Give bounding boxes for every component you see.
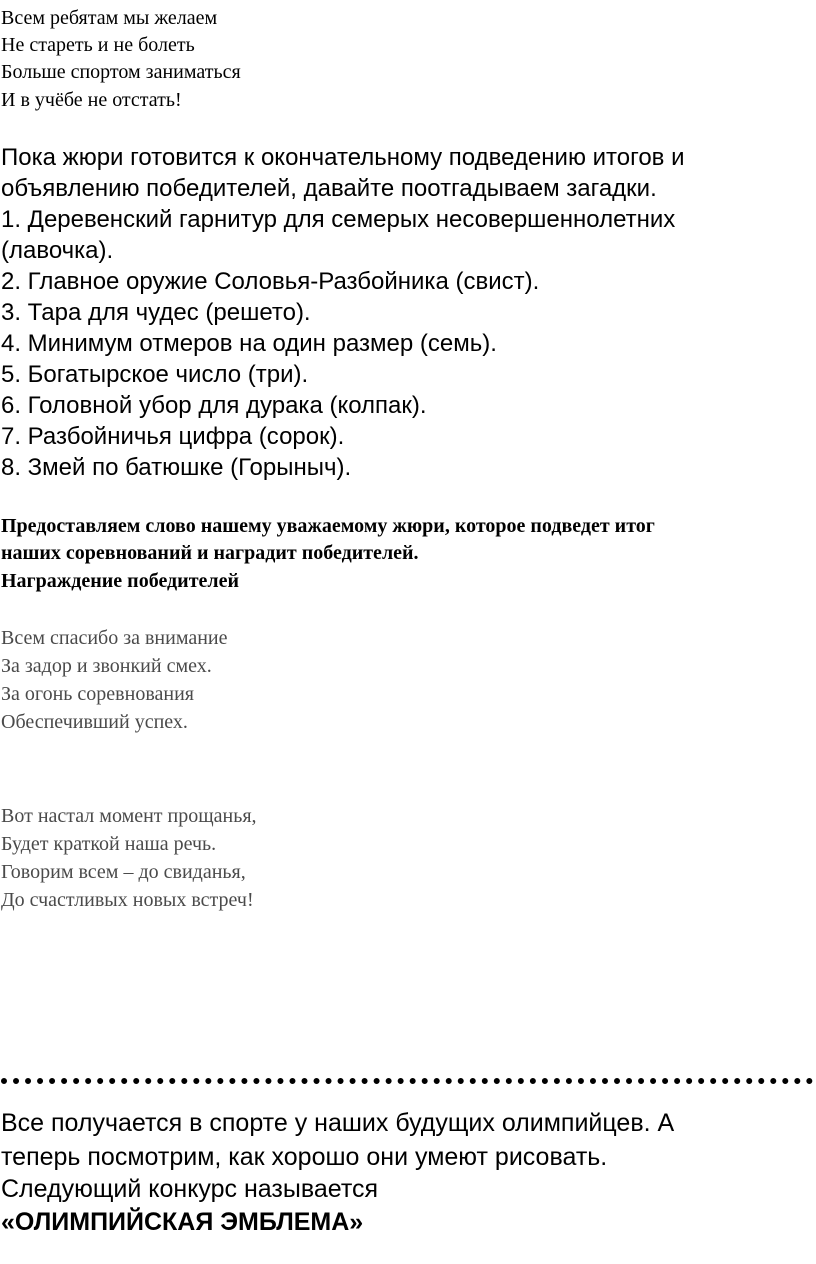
riddle-item: 6. Головной убор для дурака (колпак). bbox=[1, 392, 427, 419]
poem-line: Будет краткой наша речь. bbox=[1, 833, 217, 855]
riddle-item: 4. Минимум отмеров на один размер (семь). bbox=[1, 330, 497, 357]
contest-title: «ОЛИМПИЙСКАЯ ЭМБЛЕМА» bbox=[1, 1208, 364, 1236]
riddle-item: 2. Главное оружие Соловья-Разбойника (свист). bbox=[1, 268, 540, 295]
riddle-item: 5. Богатырское число (три). bbox=[1, 361, 309, 388]
riddle-item: 7. Разбойничья цифра (сорок). bbox=[1, 423, 345, 450]
riddles-intro-line: Пока жюри готовится к окончательному подведению итогов и bbox=[1, 144, 685, 171]
poem-line: За задор и звонкий смех. bbox=[1, 655, 212, 677]
riddle-item: 1. Деревенский гарнитур для семерых несовершеннолетних bbox=[1, 206, 676, 233]
poem-line: За огонь соревнования bbox=[1, 683, 194, 705]
awarding-heading: Награждение победителей bbox=[1, 570, 240, 592]
dotted-separator bbox=[1, 1078, 813, 1084]
jury-line: наших соревнований и наградит победителей. bbox=[1, 542, 419, 564]
poem-line: Говорим всем – до свиданья, bbox=[1, 861, 246, 883]
poem-line: Всем ребятам мы желаем bbox=[1, 7, 218, 29]
contest-line: Следующий конкурс называется bbox=[1, 1175, 379, 1203]
contest-line: Все получается в спорте у наших будущих олимпийцев. А bbox=[1, 1109, 675, 1137]
jury-line: Предоставляем слово нашему уважаемому жюри, которое подведет итог bbox=[1, 515, 655, 537]
riddle-item: 3. Тара для чудес (решето). bbox=[1, 299, 311, 326]
poem-line: Вот настал момент прощанья, bbox=[1, 805, 257, 827]
riddles-intro-line: объявлению победителей, давайте поотгадываем загадки. bbox=[1, 175, 657, 202]
poem-line: До счастливых новых встреч! bbox=[1, 889, 254, 911]
contest-line: теперь посмотрим, как хорошо они умеют рисовать. bbox=[1, 1143, 608, 1171]
poem-line: Всем спасибо за внимание bbox=[1, 627, 228, 649]
riddle-item: (лавочка). bbox=[1, 237, 114, 264]
poem-line: Больше спортом заниматься bbox=[1, 61, 241, 83]
riddle-item: 8. Змей по батюшке (Горыныч). bbox=[1, 454, 352, 481]
poem-line: Обеспечивший успех. bbox=[1, 711, 188, 733]
poem-line: Не стареть и не болеть bbox=[1, 34, 195, 56]
poem-line: И в учёбе не отстать! bbox=[1, 89, 182, 111]
